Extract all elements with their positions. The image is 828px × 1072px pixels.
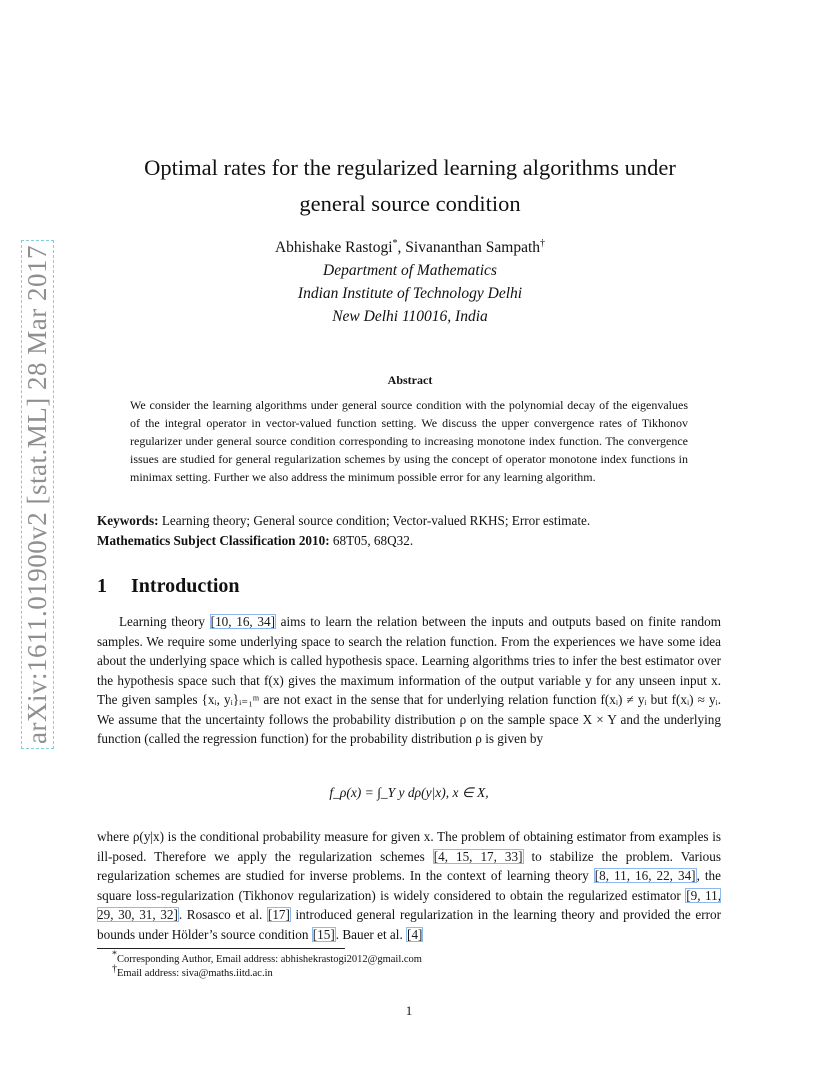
section-title: Introduction — [131, 575, 240, 597]
citation-link[interactable]: [17] — [267, 907, 290, 922]
footnote-2-text: Email address: siva@maths.iitd.ac.in — [117, 968, 273, 979]
para2-text-a: where ρ(y|x) is the conditional probability measure for given x. The problem of obtaining estimator from examples is ill-posed. Therefore we apply the regularization schemes — [97, 829, 721, 864]
title-line-1: Optimal rates for the regularized learning algorithms under — [144, 155, 676, 180]
author-1: Abhishake Rastogi — [274, 239, 393, 256]
para2-text-c: , the square loss-regularization (Tikhonov regularization) is widely considered to obtain the regularized estimator — [97, 868, 721, 903]
para2-text-b: to stabilize the problem. Various regularization schemes are studied for inverse problems. In the context of learning theory — [97, 848, 721, 883]
footnote-1-text: Corresponding Author, Email address: abhishekrastogi2012@gmail.com — [117, 954, 422, 965]
author-names — [110, 236, 710, 259]
msc-text: 68T05, 68Q32. — [329, 533, 414, 548]
author-2-mark: † — [540, 237, 546, 249]
footnote-1 — [112, 949, 712, 967]
author-institute: Indian Institute of Technology Delhi — [297, 285, 523, 302]
keywords-label: Keywords: — [97, 513, 159, 528]
para1-text-a: Learning theory — [119, 614, 210, 629]
para1-text-b: aims to learn the relation between the inputs and outputs based on finite random samples. We require some underlying space to search the relation function. From the experiences we have some idea about the underlying space which is called hypothesis space. Learning algorithms tries to infer the best estimator over the hypothesis space such that f(x) gives the maximum information of the output variable y for any unseen input x. The given samples {xᵢ, yᵢ}ᵢ₌₁ᵐ are not exact in the sense that for underlying relation function f(xᵢ) ≠ yᵢ but f(xᵢ) ≈ yᵢ. We assume that the uncertainty follows the probability distribution ρ on the sample space X × Y and the underlying function (called the regression function) for the probability distribution ρ is given by — [97, 614, 721, 746]
citation-link[interactable]: [9, 11, 29, 30, 31, 32] — [97, 887, 722, 922]
msc-label: Mathematics Subject Classification 2010: — [97, 533, 330, 548]
author-block — [110, 236, 710, 328]
arxiv-stamp — [22, 244, 52, 744]
para2-text-d: . Rosasco et al. — [178, 907, 267, 922]
keywords-line — [97, 511, 727, 531]
citation-link[interactable]: [15] — [312, 926, 335, 942]
footnote-2-mark: † — [112, 963, 117, 975]
author-2: Sivananthan Sampath — [405, 239, 541, 256]
author-department: Department of Mathematics — [323, 262, 497, 279]
msc-line — [97, 531, 727, 551]
para2-text-f: . Bauer et al. — [335, 926, 407, 942]
footnote-1-mark: * — [112, 949, 117, 961]
abstract-text: We consider the learning algorithms under general source condition with the polynomial decay of the eigenvalues of the integral operator in vector-valued function setting. We discuss the upper convergence rates of Tikhonov regularizer under general source condition corresponding to increasing monotone index function. The convergence issues are studied for general regularization schemes by using the concept of operator monotone index functions in minimax setting. Further we also address the minimum possible error for any learning algorithm. — [130, 398, 688, 484]
regression-equation: f_ρ(x) = ∫_Y y dρ(y|x), x ∈ X, — [329, 785, 489, 800]
para2-text-e: introduced general regularization in the learning theory and provided the error bounds under Hölder’s source condition — [97, 907, 721, 942]
page-number: 1 — [405, 1003, 413, 1018]
footnote-rule — [97, 948, 345, 949]
footnote-2 — [112, 963, 712, 981]
author-sep: , — [397, 239, 406, 256]
citation-link[interactable]: [4, 15, 17, 33] — [433, 848, 523, 864]
arxiv-stamp-text: arXiv:1611.01900v2 [stat.ML] 28 Mar 2017 — [21, 240, 54, 749]
keywords-text: Learning theory; General source condition; Vector-valued RKHS; Error estimate. — [158, 513, 591, 528]
section-heading — [97, 575, 240, 598]
section-number: 1 — [97, 575, 107, 597]
title-line-2: general source condition — [299, 191, 521, 216]
author-1-mark: * — [392, 237, 398, 249]
keywords-block — [97, 511, 727, 551]
citation-link[interactable]: [4] — [407, 926, 423, 942]
abstract-heading: Abstract — [387, 373, 433, 387]
footnotes — [112, 949, 712, 981]
paper-title — [80, 150, 740, 222]
intro-paragraph-2 — [97, 827, 721, 944]
citation-link[interactable]: [10, 16, 34] — [210, 614, 275, 629]
intro-paragraph-1 — [97, 612, 721, 749]
citation-link[interactable]: [8, 11, 16, 22, 34] — [594, 868, 696, 883]
author-city: New Delhi 110016, India — [332, 308, 488, 325]
